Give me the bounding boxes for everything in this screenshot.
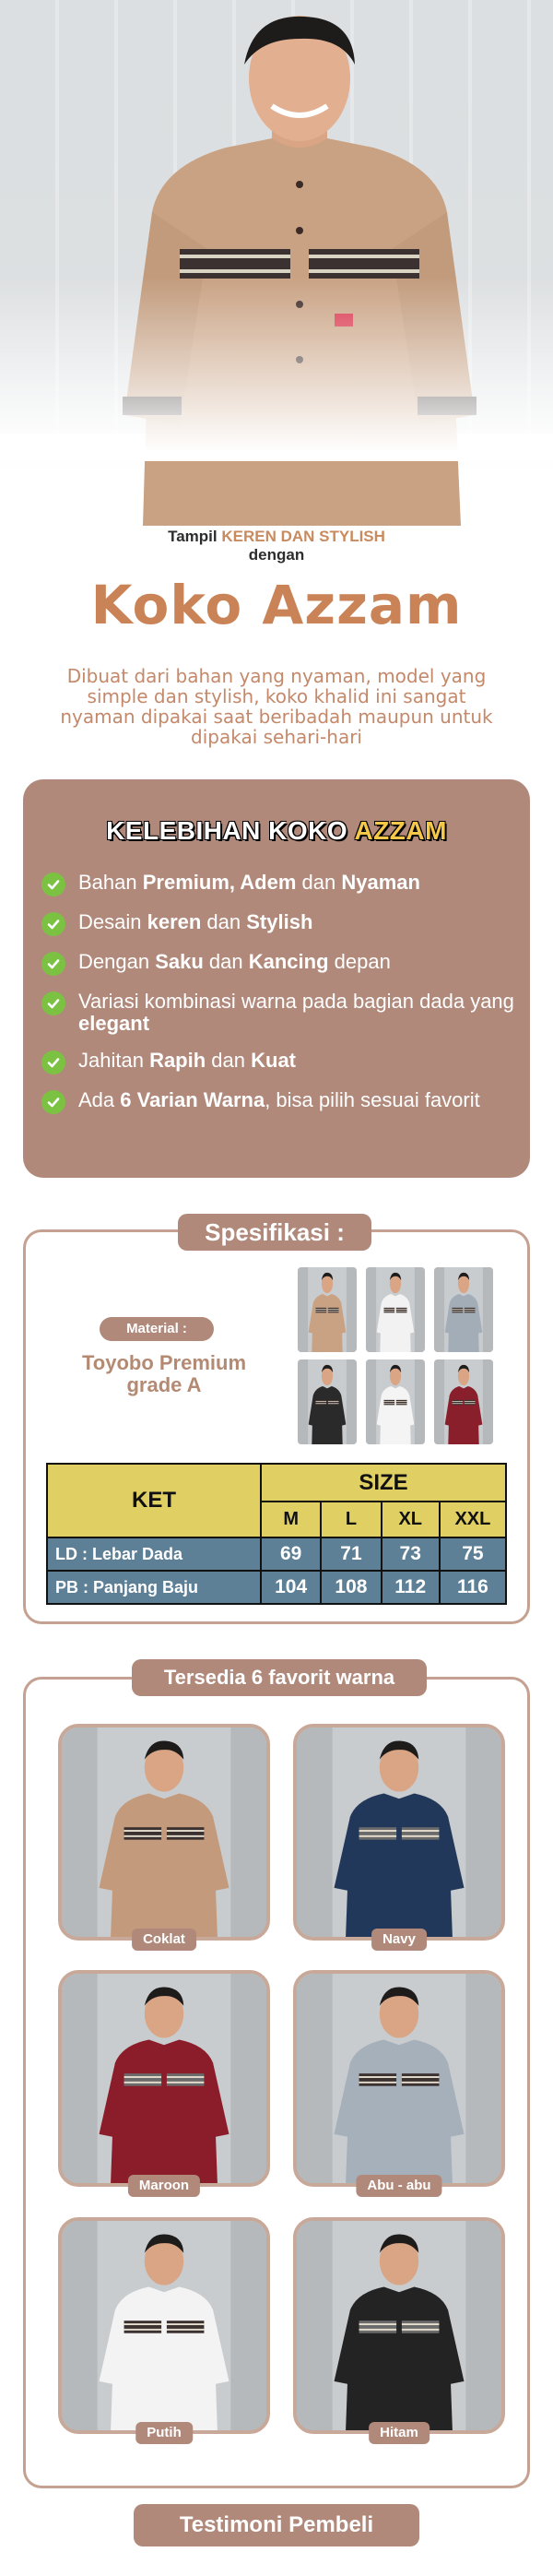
color-thumbnails — [298, 1267, 500, 1452]
row-value: 69 — [261, 1537, 321, 1571]
row-value: 108 — [321, 1571, 381, 1604]
color-thumbnail — [434, 1359, 493, 1444]
advantages-section — [23, 779, 530, 1178]
check-icon — [41, 873, 65, 896]
advantage-item — [41, 872, 521, 896]
row-value: 116 — [440, 1571, 506, 1604]
color-thumbnail — [298, 1359, 357, 1444]
tagline-prefix: Tampil — [168, 528, 218, 545]
color-card[interactable] — [293, 1724, 505, 1941]
color-variants-label: Tersedia 6 favorit warna — [132, 1659, 427, 1696]
size-table — [46, 1463, 507, 1605]
hero-fade — [0, 277, 553, 461]
specification-label: Spesifikasi : — [178, 1214, 371, 1251]
size-table-size-header: SIZE — [261, 1464, 506, 1502]
color-name-label: Navy — [371, 1929, 427, 1951]
color-name-label: Putih — [135, 2422, 193, 2444]
table-row — [47, 1537, 506, 1571]
advantages-title — [23, 816, 530, 846]
row-value: 112 — [382, 1571, 440, 1604]
advantage-item — [41, 991, 521, 1035]
color-name-label: Maroon — [128, 2175, 200, 2197]
color-card[interactable] — [58, 1970, 270, 2187]
color-card[interactable] — [293, 2217, 505, 2434]
color-thumbnail — [298, 1267, 357, 1352]
advantage-item — [41, 911, 521, 936]
material-value: Toyobo Premium grade A — [81, 1351, 247, 1396]
tagline-suffix: dengan — [248, 546, 305, 564]
check-icon — [41, 1090, 65, 1114]
row-label: PB : Panjang Baju — [47, 1571, 261, 1604]
check-icon — [41, 952, 65, 976]
color-name-label: Abu - abu — [356, 2175, 441, 2197]
row-label: LD : Lebar Dada — [47, 1537, 261, 1571]
size-col-header: L — [321, 1502, 381, 1537]
check-icon — [41, 1051, 65, 1074]
size-col-header: XL — [382, 1502, 440, 1537]
color-thumbnail — [434, 1267, 493, 1352]
product-intro: Dibuat dari bahan yang nyaman, model yang simple dan stylish, koko khalid ini sangat nyaman dipakai saat beribadah maupun untuk dipakai sehari-hari — [60, 665, 493, 748]
advantage-text: Desain keren dan Stylish — [78, 910, 313, 933]
advantage-text: Bahan Premium, Adem dan Nyaman — [78, 871, 420, 894]
size-col-header: M — [261, 1502, 321, 1537]
row-value: 73 — [382, 1537, 440, 1571]
advantage-item — [41, 1089, 521, 1114]
hero-section — [0, 0, 553, 590]
check-icon — [41, 912, 65, 936]
check-icon — [41, 991, 65, 1015]
advantages-list — [41, 872, 521, 1129]
size-col-header: XXL — [440, 1502, 506, 1537]
row-value: 71 — [321, 1537, 381, 1571]
advantages-title-main: KELEBIHAN KOKO — [106, 816, 348, 845]
testimonial-button[interactable]: Testimoni Pembeli — [134, 2504, 419, 2546]
advantage-text: Dengan Saku dan Kancing depan — [78, 950, 391, 973]
product-title: Koko Azzam — [90, 574, 463, 636]
advantage-text: Jahitan Rapih dan Kuat — [78, 1049, 297, 1072]
color-thumbnail — [366, 1359, 425, 1444]
size-table-ket-header: KET — [47, 1464, 261, 1537]
specification-section — [23, 1218, 530, 1624]
color-card[interactable] — [58, 2217, 270, 2434]
advantage-item — [41, 1050, 521, 1074]
color-card[interactable] — [58, 1724, 270, 1941]
color-thumbnail — [366, 1267, 425, 1352]
color-variants-section — [23, 1666, 530, 2488]
advantages-title-accent: AZZAM — [354, 816, 447, 845]
hero-tagline — [0, 528, 553, 564]
tagline-accent: KEREN DAN STYLISH — [221, 528, 385, 545]
advantage-item — [41, 951, 521, 976]
material-label: Material : — [100, 1317, 214, 1341]
color-name-label: Hitam — [369, 2422, 429, 2444]
table-row — [47, 1571, 506, 1604]
color-card[interactable] — [293, 1970, 505, 2187]
advantage-text: Ada 6 Varian Warna, bisa pilih sesuai favorit — [78, 1088, 480, 1111]
row-value: 75 — [440, 1537, 506, 1571]
advantage-text: Variasi kombinasi warna pada bagian dada yang elegant — [78, 990, 514, 1035]
row-value: 104 — [261, 1571, 321, 1604]
color-name-label: Coklat — [132, 1929, 196, 1951]
